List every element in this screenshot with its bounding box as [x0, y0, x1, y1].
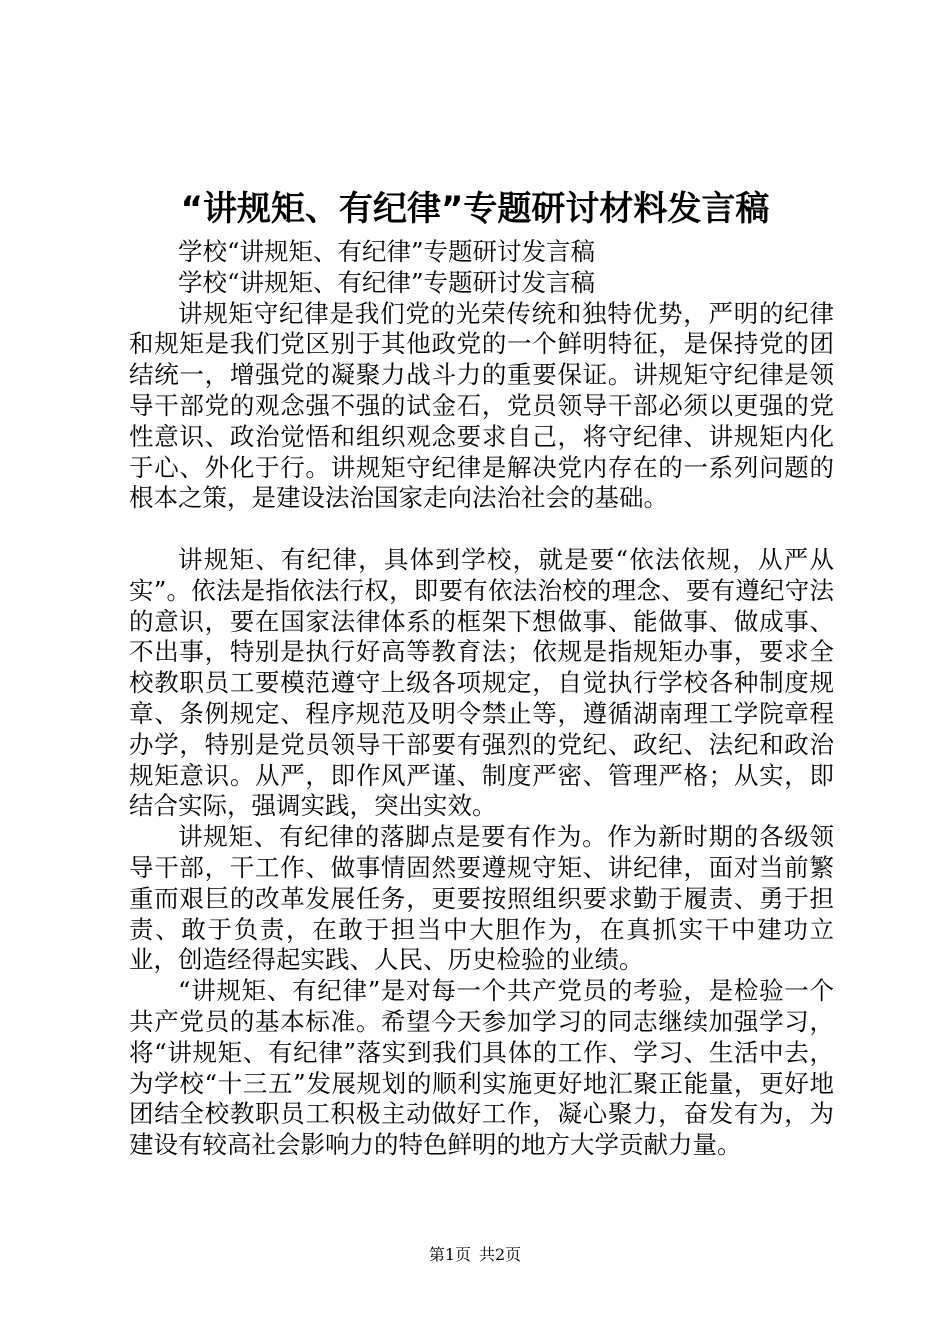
body-paragraph: 讲规矩、有纪律的落脚点是要有作为。作为新时期的各级领导干部，干工作、做事情固然要遵规守矩、讲纪律，面对当前繁重而艰巨的改革发展任务，更要按照组织要求勤于履责、勇于担责、敢于负责，在敢于担当中大胆作为，在真抓实干中建功立业，创造经得起实践、人民、历史检验的业绩。	[129, 822, 834, 975]
page-count: 共2页	[479, 1245, 522, 1264]
document-title: “讲规矩、有纪律”专题研讨材料发言稿	[180, 189, 770, 229]
page-number: 第1页	[428, 1245, 471, 1264]
subtitle-line: 学校“讲规矩、有纪律”专题研讨发言稿	[178, 267, 596, 297]
paragraph-spacer	[129, 514, 834, 545]
body-paragraph: 讲规矩守纪律是我们党的光荣传统和独特优势，严明的纪律和规矩是我们党区别于其他政党的一个鲜明特征，是保持党的团结统一，增强党的凝聚力战斗力的重要保证。讲规矩守纪律是领导干部党的观念强不强的试金石，党员领导干部必须以更强的党性意识、政治觉悟和组织观念要求自己，将守纪律、讲规矩内化于心、外化于行。讲规矩守纪律是解决党内存在的一系列问题的根本之策，是建设法治国家走向法治社会的基础。	[129, 298, 834, 513]
page-footer	[0, 1244, 950, 1266]
subtitle-line: 学校“讲规矩、有纪律”专题研讨发言稿	[178, 237, 596, 266]
body-paragraph: 讲规矩、有纪律，具体到学校，就是要“依法依规，从严从实”。依法是指依法行权，即要有依法治校的理念、要有遵纪守法的意识，要在国家法律体系的框架下想做事、能做事、做成事、不出事，特别是执行好高等教育法；依规是指规矩办事，要求全校教职员工要模范遵守上级各项规定，自觉执行学校各种制度规章、条例规定、程序规范及明令禁止等，遵循湖南理工学院章程办学，特别是党员领导干部要有强烈的党纪、政纪、法纪和政治规矩意识。从严，即作风严谨、制度严密、管理严格；从实，即结合实际，强调实践，突出实效。	[129, 544, 834, 821]
document-body	[129, 237, 834, 1161]
body-paragraph: “讲规矩、有纪律”是对每一个共产党员的考验，是检验一个共产党员的基本标准。希望今天参加学习的同志继续加强学习，将“讲规矩、有纪律”落实到我们具体的工作、学习、生活中去，为学校“十三五”发展规划的顺利实施更好地汇聚正能量，更好地团结全校教职员工积极主动做好工作，凝心聚力，奋发有为，为建设有较高社会影响力的特色鲜明的地方大学贡献力量。	[129, 976, 834, 1160]
